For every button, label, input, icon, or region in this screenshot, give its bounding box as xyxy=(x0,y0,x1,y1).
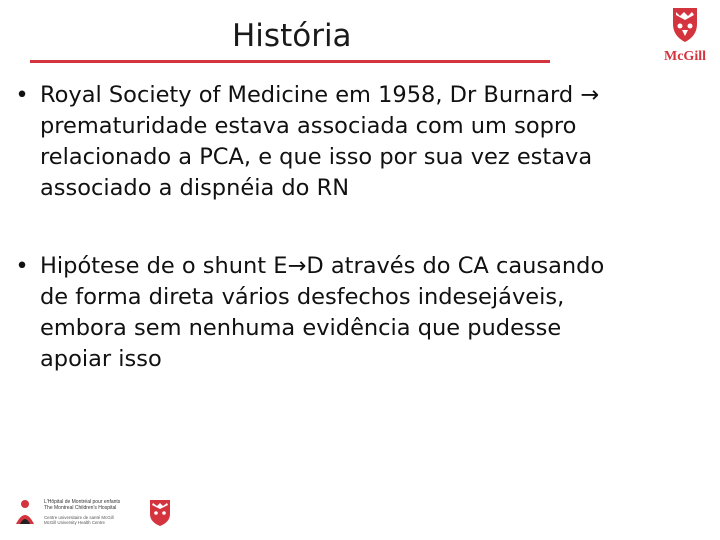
svg-text:McGill University Health Centr: McGill University Health Centre xyxy=(44,520,105,525)
svg-text:L'Hôpital de Montréal pour enf: L'Hôpital de Montréal pour enfants xyxy=(44,499,121,505)
bullet-1-line-3: relacionado a PCA, e que isso por sua vez estava xyxy=(40,144,593,170)
mcgill-wordmark: McGill xyxy=(664,49,706,64)
title-underline xyxy=(30,60,550,63)
arrow-icon: → xyxy=(287,253,307,279)
footer-hospital-logos xyxy=(10,494,180,530)
bullet-item-2 xyxy=(15,251,710,375)
bullet-dot: • xyxy=(15,253,29,279)
arrow-icon: → xyxy=(580,82,600,108)
childrens-hospital-icon xyxy=(12,498,38,526)
muhc-crest-icon xyxy=(150,500,170,526)
bullet-1-line-1: Royal Society of Medicine em 1958, Dr Burnard → xyxy=(40,80,710,111)
mcgill-logo xyxy=(660,6,710,64)
bullet-item-1 xyxy=(15,80,710,204)
svg-text:Centre universitaire de santé: Centre universitaire de santé McGill xyxy=(44,515,114,520)
bullet-1-line-4: associado a dispnéia do RN xyxy=(40,175,350,201)
bullet-list xyxy=(15,80,710,375)
bullet-2-line-2: de forma direta vários desfechos indesejáveis, xyxy=(40,284,565,310)
slide-title: História xyxy=(232,18,352,54)
bullet-dot: • xyxy=(15,82,29,108)
svg-text:The Montreal Children's Hospit: The Montreal Children's Hospital xyxy=(44,505,117,511)
bullet-2-line-1: Hipótese de o shunt E→D através do CA causando xyxy=(40,251,710,282)
bullet-2-line-4: apoiar isso xyxy=(40,346,162,372)
bullet-1-line-2: prematuridade estava associada com um sopro xyxy=(40,113,577,139)
bullet-2-line-3: embora sem nenhuma evidência que pudesse xyxy=(40,315,562,341)
